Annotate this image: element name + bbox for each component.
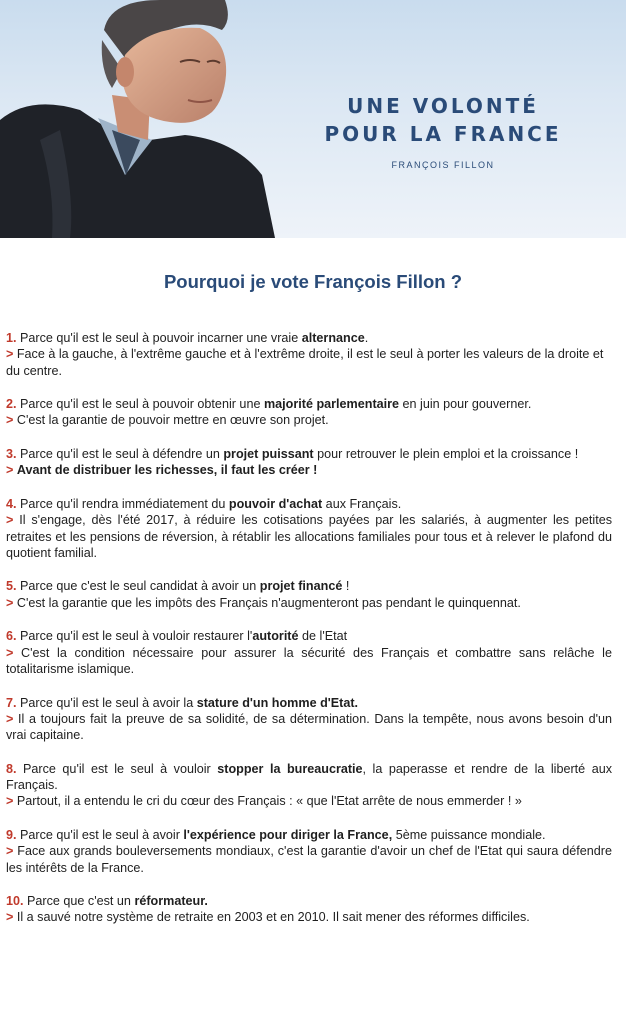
reason-number: 3. — [6, 447, 17, 462]
reason-text-end: . — [364, 331, 369, 345]
reason-lead — [6, 330, 612, 346]
reason-keyword: stopper la bureaucratie — [217, 761, 363, 776]
reason-keyword: majorité parlementaire — [263, 397, 400, 412]
reason-lead — [6, 396, 612, 412]
reason-number: 1. — [6, 331, 17, 345]
reason-item — [6, 893, 612, 926]
reason-text: Parce qu'il est le seul à pouvoir obtenir une — [20, 397, 264, 412]
banner-title-line-1: UNE VOLONTÉ — [347, 94, 539, 118]
reason-number: 7. — [6, 695, 17, 710]
reason-detail — [6, 645, 612, 678]
reason-text: Parce qu'il est le seul à vouloir — [23, 761, 218, 776]
reason-number: 2. — [6, 397, 17, 412]
page-title: Pourquoi je vote François Fillon ? — [163, 271, 463, 292]
arrow-marker: > — [6, 645, 14, 660]
reason-detail-text: C'est la garantie que les impôts des Français n'augmenteront pas pendant le quinquennat. — [16, 595, 521, 610]
reason-keyword: pouvoir d'achat — [228, 496, 323, 511]
reason-detail-text: Il s'engage, dès l'été 2017, à réduire les cotisations payées par les salariés, à augmenter les petites retraites et les pensions de réversion, à rétablir les allocations familiales pour tous et à relever le plafond du quotient familial. — [6, 513, 612, 560]
arrow-marker: > — [6, 844, 14, 859]
reason-detail — [6, 512, 612, 561]
reason-lead — [6, 893, 612, 909]
reason-keyword: alternance — [301, 331, 365, 345]
banner-title-line-2: POUR LA FRANCE — [324, 122, 562, 146]
reason-lead — [6, 827, 612, 843]
reason-lead — [6, 695, 612, 711]
reason-detail — [6, 412, 612, 428]
reason-detail — [6, 346, 612, 379]
reason-text-end: pour retrouver le plein emploi et la croissance ! — [313, 447, 579, 462]
reason-detail-text: C'est la condition nécessaire pour assurer la sécurité des Français et combattre sans relâche le totalitarisme islamique. — [6, 645, 612, 676]
reason-number: 10. — [6, 894, 24, 909]
reason-detail-text: Partout, il a entendu le cri du cœur des Français : « que l'Etat arrête de nous emmerder ! » — [16, 794, 522, 809]
reason-text-end: ! — [342, 579, 350, 594]
arrow-marker: > — [6, 910, 14, 925]
reason-detail-text: Il a toujours fait la preuve de sa solidité, de sa détermination. Dans la tempête, nous avons besoin d'un vrai capitaine. — [6, 711, 613, 743]
reason-item — [6, 827, 612, 876]
arrow-marker: > — [6, 413, 14, 428]
reason-item — [6, 628, 612, 677]
reason-detail-text: C'est la garantie de pouvoir mettre en œuvre son projet. — [16, 413, 329, 428]
banner-subtitle: FRANÇOIS FILLON — [391, 160, 495, 170]
reason-lead — [6, 496, 612, 512]
reason-text: Parce qu'il est le seul à pouvoir incarner une vraie — [20, 331, 302, 345]
reason-text: Parce qu'il rendra immédiatement du — [20, 496, 229, 511]
reason-detail — [6, 711, 612, 744]
reason-text: Parce qu'il est le seul à défendre un — [20, 447, 224, 462]
reason-detail — [6, 843, 612, 876]
reason-number: 8. — [6, 761, 17, 776]
reason-lead — [6, 628, 612, 644]
reason-item — [6, 330, 612, 379]
arrow-marker: > — [6, 463, 14, 478]
reasons-list — [6, 330, 612, 943]
reason-text: Parce qu'il est le seul à avoir — [20, 827, 184, 842]
reason-text: Parce qu'il est le seul à avoir la — [20, 695, 197, 710]
arrow-marker: > — [6, 711, 14, 726]
reason-keyword: projet financé — [259, 579, 343, 594]
reason-text-end: 5ème puissance mondiale. — [392, 827, 546, 842]
reason-lead — [6, 761, 612, 794]
reason-item — [6, 761, 612, 810]
reason-text-end: de l'Etat — [298, 629, 348, 644]
reason-item — [6, 578, 612, 611]
reason-lead — [6, 578, 612, 594]
reason-detail-text: Avant de distribuer les richesses, il faut les créer ! — [16, 463, 318, 478]
reason-text-end: , la paperasse et rendre de la liberté aux Français. — [6, 761, 612, 793]
reason-lead — [6, 446, 612, 462]
reason-detail — [6, 909, 612, 925]
reason-detail — [6, 595, 612, 611]
candidate-portrait — [0, 0, 300, 238]
reason-item — [6, 396, 612, 429]
reason-detail-text: Face à la gauche, à l'extrême gauche et à l'extrême droite, il est le seul à porter les valeurs de la droite et du centre. — [6, 347, 604, 378]
reason-text: Parce qu'il est le seul à vouloir restaurer l' — [20, 629, 253, 644]
reason-keyword: stature d'un homme d'Etat. — [196, 695, 359, 710]
arrow-marker: > — [6, 595, 14, 610]
reason-keyword: réformateur. — [134, 894, 208, 909]
arrow-marker: > — [6, 347, 14, 362]
header-banner — [0, 0, 626, 238]
arrow-marker: > — [6, 513, 14, 528]
reason-text: Parce que c'est un — [27, 894, 135, 909]
reason-number: 4. — [6, 496, 17, 511]
reason-item — [6, 695, 612, 744]
reason-item — [6, 496, 612, 561]
reason-detail-text: Il a sauvé notre système de retraite en 2003 et en 2010. Il sait mener des réformes difficiles. — [16, 910, 530, 925]
reason-keyword: projet puissant — [223, 447, 314, 462]
reason-number: 5. — [6, 579, 17, 594]
banner-title — [318, 92, 568, 148]
reason-text-end: en juin pour gouverner. — [399, 397, 532, 412]
reason-detail-text: Face aux grands bouleversements mondiaux, c'est la garantie d'avoir un chef de l'Etat qui saura défendre les intérêts de la France. — [6, 844, 612, 875]
reason-keyword: autorité — [252, 629, 299, 644]
reason-detail — [6, 462, 612, 478]
reason-text-end: aux Français. — [322, 496, 402, 511]
reason-keyword: l'expérience pour diriger la France, — [183, 827, 393, 842]
reason-item — [6, 446, 612, 479]
reason-text: Parce que c'est le seul candidat à avoir un — [20, 579, 260, 594]
reason-number: 6. — [6, 629, 17, 644]
reason-number: 9. — [6, 827, 17, 842]
reason-detail — [6, 793, 612, 809]
arrow-marker: > — [6, 794, 14, 809]
